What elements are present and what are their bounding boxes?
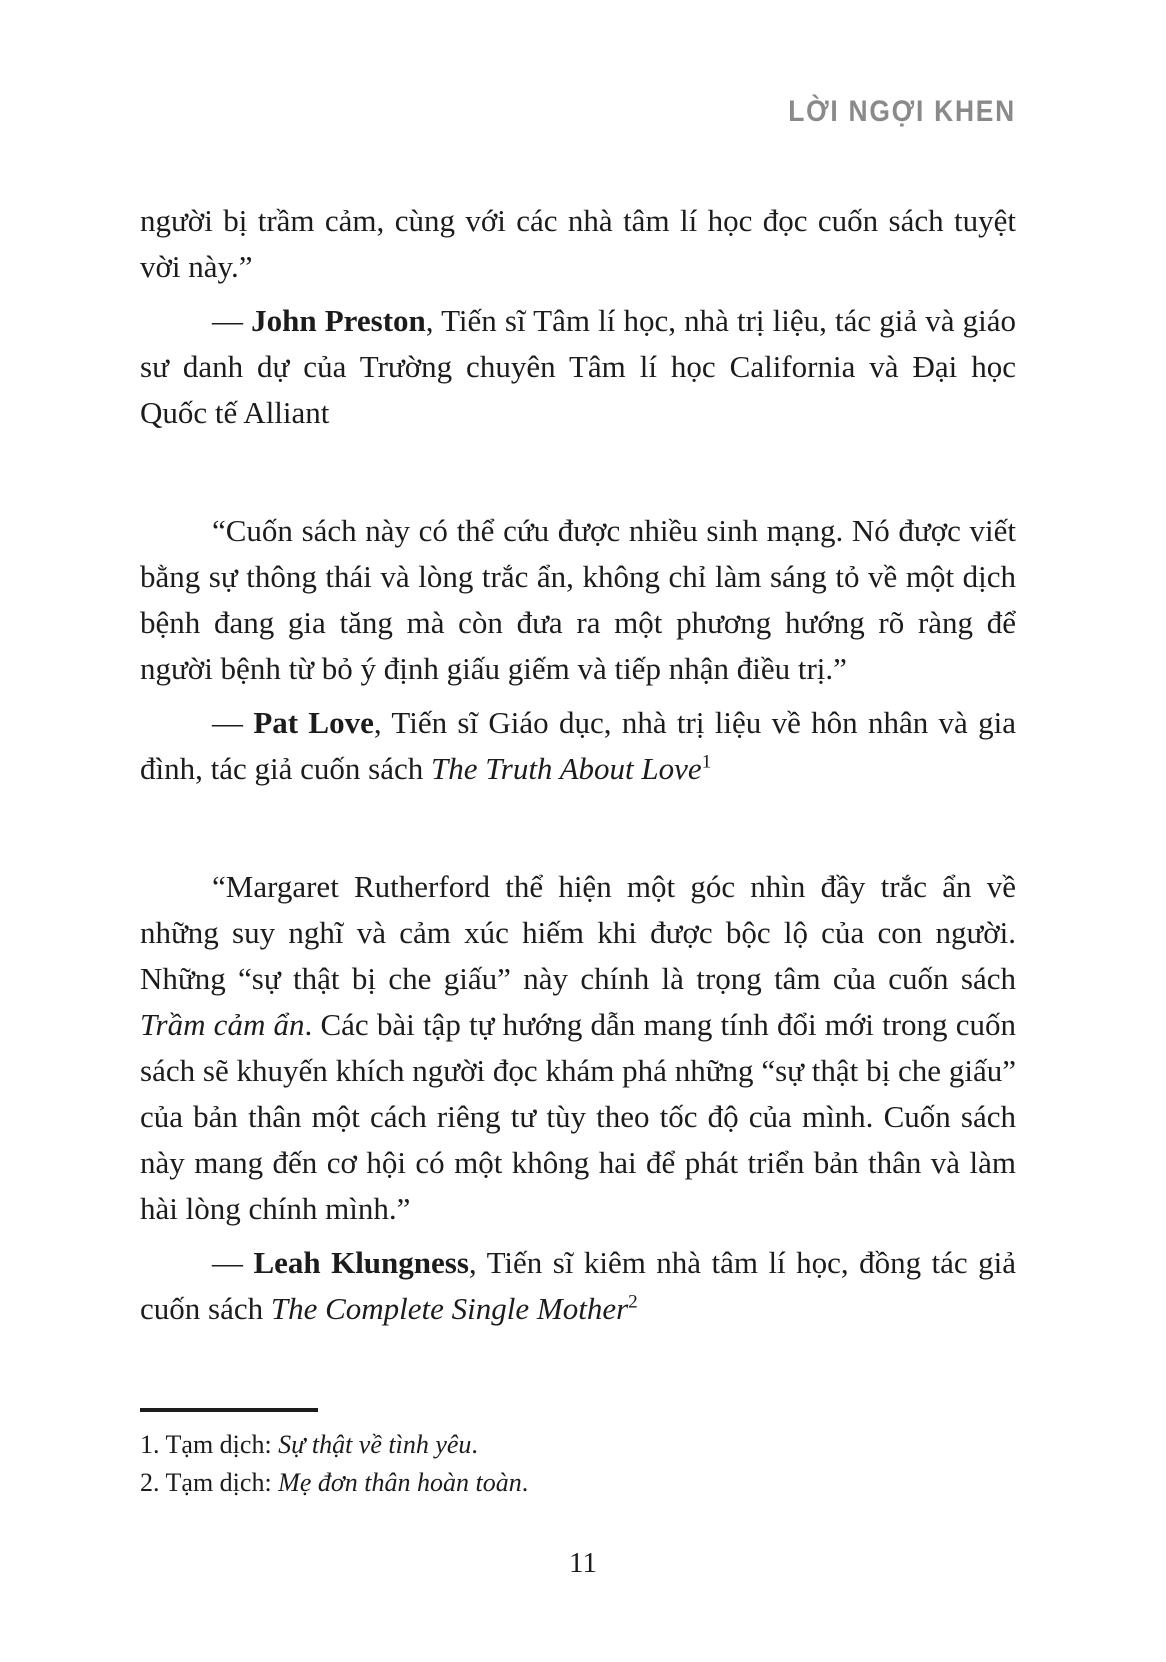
footnote-2 bbox=[140, 1464, 1016, 1502]
attribution-credentials: , Tiến sĩ kiêm nhà tâm lí học, đồng tác giả cuốn sách bbox=[140, 1245, 1016, 1326]
attribution-credentials: , Tiến sĩ Giáo dục, nhà trị liệu về hôn nhân và gia đình, tác giả cuốn sách bbox=[140, 705, 1017, 786]
attribution-name: Pat Love bbox=[253, 705, 374, 740]
footnote-period: . bbox=[471, 1430, 478, 1459]
footnote-label: 1. Tạm dịch: bbox=[140, 1430, 279, 1459]
footnote-period: . bbox=[521, 1468, 529, 1497]
footnotes-section bbox=[140, 1408, 1016, 1502]
quote-pat-love-text: “Cuốn sách này có thể cứu được nhiều sinh mạng. Nó được viết bằng sự thông thái và lòng trắc ẩn, không chỉ làm sáng tỏ về một dịch bệnh đang gia tăng mà còn đưa ra một phương hướng rõ ràng để người bệnh từ bỏ ý định giấu giếm và tiếp nhận điều trị.” bbox=[140, 513, 1016, 686]
footnote-translated-title: Sự thật về tình yêu bbox=[278, 1430, 472, 1459]
footnote-ref-1: 1 bbox=[701, 751, 712, 773]
attribution-john-preston bbox=[140, 298, 1016, 436]
em-dash: — bbox=[212, 303, 252, 338]
footnote-translated-title: Mẹ đơn thân hoàn toàn bbox=[278, 1468, 522, 1497]
attribution-leah-klungness bbox=[140, 1240, 1016, 1332]
em-dash: — bbox=[212, 705, 254, 740]
attribution-credentials: , Tiến sĩ Tâm lí học, nhà trị liệu, tác giả và giáo sư danh dự của Trường chuyên Tâm lí học California và Đại học Quốc tế Alliant bbox=[140, 303, 1016, 430]
book-title-tram-cam-an: Trầm cảm ẩn bbox=[140, 1007, 305, 1042]
attribution-pat-love bbox=[140, 700, 1016, 792]
footnote-label: 2. Tạm dịch: bbox=[140, 1468, 279, 1497]
footnote-ref-2: 2 bbox=[628, 1291, 638, 1313]
quote-text-segment: “Margaret Rutherford thể hiện một góc nhìn đầy trắc ẩn về những suy nghĩ và cảm xúc hiếm khi được bộc lộ của con người. Những “sự thật bị che giấu” này chính là trọng tâm của cuốn sách bbox=[140, 869, 1016, 996]
quote-leah-klungness-text bbox=[140, 864, 1016, 1232]
em-dash: — bbox=[212, 1245, 254, 1280]
quote-text-segment: . Các bài tập tự hướng dẫn mang tính đổi mới trong cuốn sách sẽ khuyến khích người đọc khám phá những “sự thật bị che giấu” của bản thân một cách riêng tư tùy theo tốc độ của mình. Cuốn sách này mang đến cơ hội có một không hai để phát triển bản thân và làm hài lòng chính mình.” bbox=[140, 1007, 1016, 1226]
attribution-name: Leah Klungness bbox=[253, 1245, 469, 1280]
running-header: LỜI NGỢI KHEN bbox=[788, 95, 1016, 128]
quote-continuation-text: người bị trầm cảm, cùng với các nhà tâm lí học đọc cuốn sách tuyệt vời này.” bbox=[140, 203, 1016, 284]
book-title-the-truth-about-love: The Truth About Love bbox=[430, 751, 702, 786]
book-title-the-complete-single-mother: The Complete Single Mother bbox=[270, 1291, 629, 1326]
attribution-name: John Preston bbox=[251, 303, 426, 338]
footnote-1 bbox=[140, 1426, 1016, 1464]
footnote-divider bbox=[140, 1408, 318, 1412]
page-content bbox=[140, 198, 1016, 1332]
page-number: 11 bbox=[569, 1547, 597, 1579]
